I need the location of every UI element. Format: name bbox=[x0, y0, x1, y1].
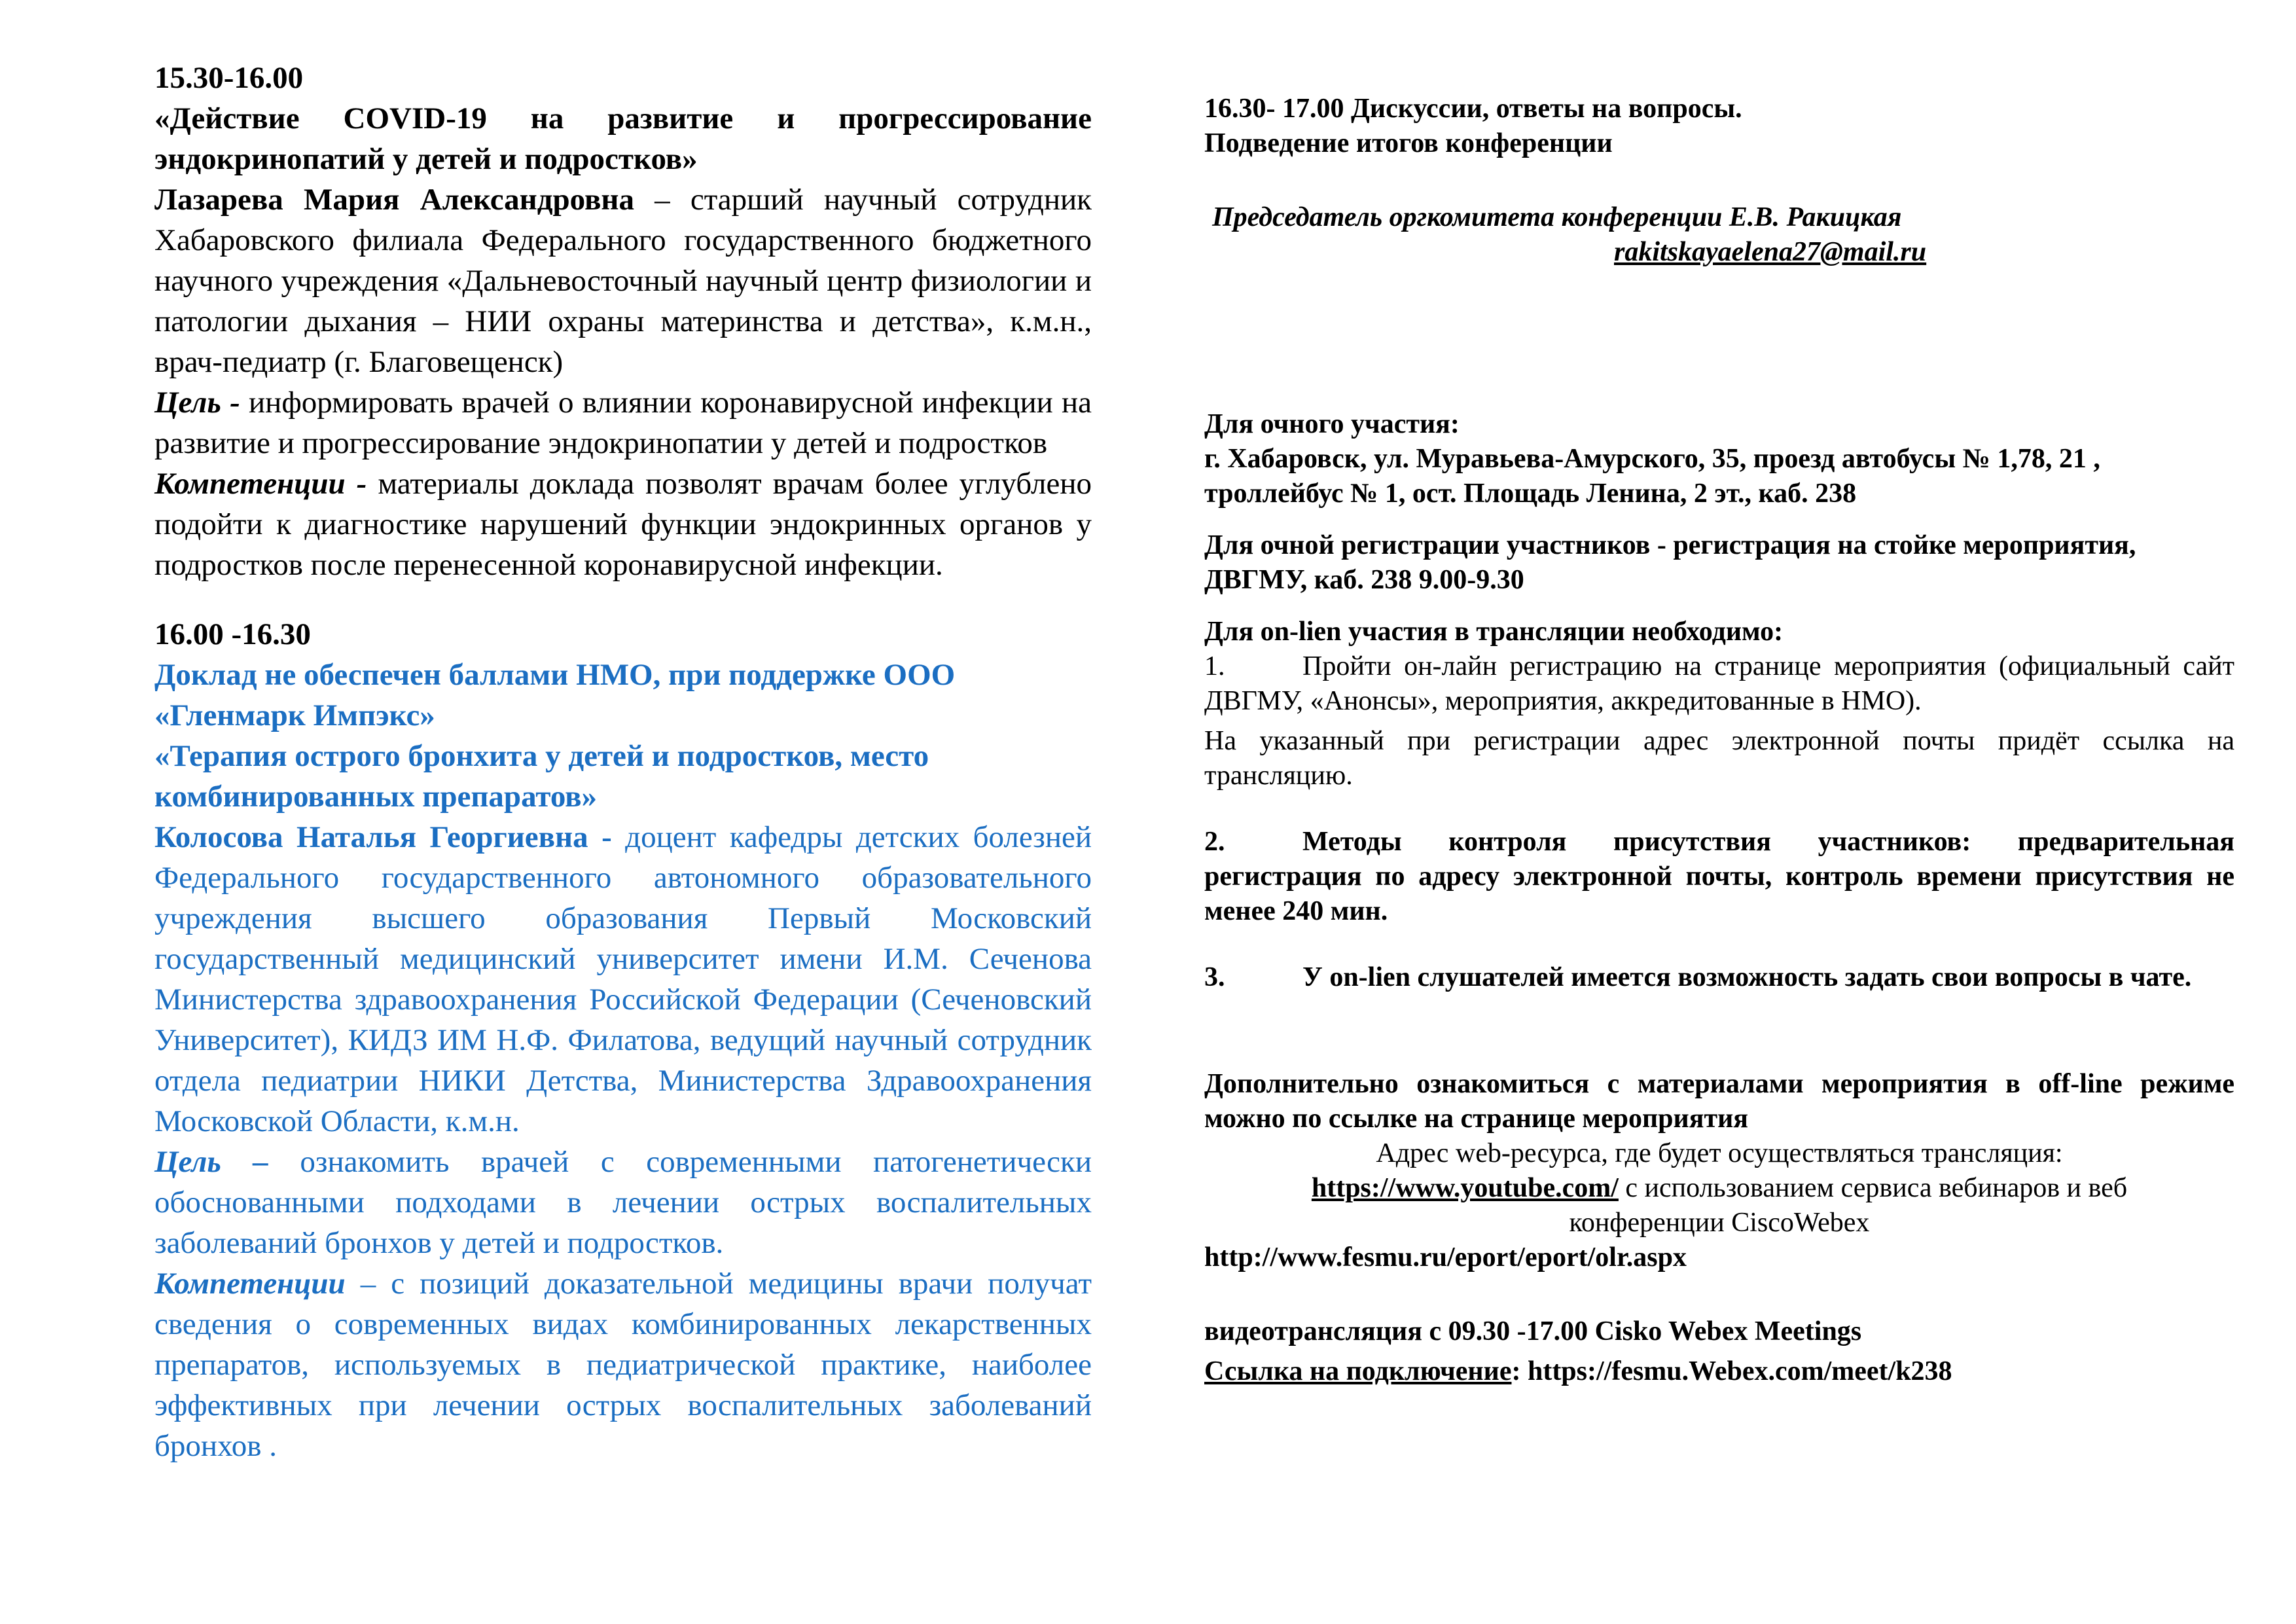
session-2-time: 16.00 -16.30 bbox=[154, 617, 311, 651]
session-1-competencies bbox=[154, 463, 1092, 585]
fesmu-link[interactable]: http://www.fesmu.ru/eport/eport/olr.aspx bbox=[1204, 1242, 1687, 1272]
inperson-label: Для очного участия: bbox=[1204, 409, 1460, 439]
online-item-3 bbox=[1204, 960, 2234, 995]
youtube-link[interactable]: https://www.youtube.com/ bbox=[1311, 1173, 1619, 1203]
chair-email-link[interactable]: rakitskayaelena27@mail.ru bbox=[1614, 237, 1927, 267]
online-item-1-note: На указанный при регистрации адрес электронной почты придёт ссылка на трансляцию. bbox=[1204, 726, 2234, 791]
video-broadcast: видеотрансляция с 09.30 -17.00 Cisko Webex Meetings bbox=[1204, 1316, 1862, 1346]
right-column bbox=[1204, 92, 2234, 1389]
connect-line bbox=[1204, 1354, 2234, 1389]
session-1-comp-label: Компетенции - bbox=[154, 467, 367, 501]
session-2-goal-text: ознакомить врачей с современными патогенетически обоснованными подходами в лечении острых воспалительных заболеваний бронхов у детей и подростков. bbox=[154, 1145, 1092, 1260]
session-1-comp-text: материалы доклада позволят врачам более углублено подойти к диагностике нарушений функции эндокринных органов у подростков после перенесенной коронавирусной инфекции. bbox=[154, 467, 1092, 582]
chair: Председатель оргкомитета конференции Е.В. Ракицкая bbox=[1212, 202, 1902, 232]
discussion-line-1: 16.30- 17.00 Дискуссии, ответы на вопросы. bbox=[1204, 94, 1742, 124]
item-2-number: 2. bbox=[1204, 827, 1225, 857]
session-2-goal bbox=[154, 1142, 1092, 1263]
youtube-line bbox=[1204, 1171, 2234, 1240]
offline-note: Дополнительно ознакомиться с материалами мероприятия в off-line режиме можно по ссылке на странице мероприятия bbox=[1204, 1069, 2234, 1134]
session-2-comp-text: – с позиций доказательной медицины врачи получат сведения о современных видах комбинированных лекарственных препаратов, используемых в педиатрической практике, наиболее эффективных при лечении острых воспалительных заболеваний бронхов . bbox=[154, 1267, 1092, 1463]
connect-colon: : bbox=[1511, 1356, 1528, 1386]
connect-label: Ссылка на подключение bbox=[1204, 1356, 1512, 1386]
item-2-text: Методы контроля присутствия участников: предварительная регистрация по адресу электронной почты, контроль времени присутствия не менее 240 мин. bbox=[1204, 827, 2234, 926]
web-resource-label: Адрес web-ресурса, где будет осуществляться трансляция: bbox=[1376, 1138, 2063, 1168]
session-1-speaker: Лазарева Мария Александровна bbox=[154, 183, 634, 217]
session-1-speaker-desc: – старший научный сотрудник Хабаровского филиала Федерального государственного бюджетного научного учреждения «Дальневосточный научный центр физиологии и патологии дыхания – НИИ охраны материнства и детства», к.м.н., врач-педиатр (г. Благовещенск) bbox=[154, 183, 1092, 379]
session-1-time: 15.30-16.00 bbox=[154, 61, 304, 95]
session-2-speaker: Колосова Наталья Георгиевна - bbox=[154, 820, 612, 854]
session-1-speaker-block bbox=[154, 179, 1092, 382]
item-1-number: 1. bbox=[1204, 651, 1225, 681]
session-1-title: «Действие COVID-19 на развитие и прогрессирование эндокринопатий у детей и подростков» bbox=[154, 101, 1092, 176]
session-1-goal-text: информировать врачей о влиянии коронавирусной инфекции на развитие и прогрессирование эндокринопатии у детей и подростков bbox=[154, 386, 1092, 460]
item-3-text: У on-lien слушателей имеется возможность задать свои вопросы в чате. bbox=[1302, 962, 2192, 992]
session-1 bbox=[154, 58, 1092, 585]
session-2-sponsor-note: Доклад не обеспечен баллами НМО, при поддержке ООО «Гленмарк Импэкс» bbox=[154, 658, 956, 732]
session-2-comp-label: Компетенции bbox=[154, 1267, 346, 1301]
session-2-competencies bbox=[154, 1263, 1092, 1466]
online-item-1 bbox=[1204, 649, 2234, 719]
session-2-goal-label: Цель – bbox=[154, 1145, 268, 1179]
item-3-number: 3. bbox=[1204, 962, 1225, 992]
online-label: Для on-lien участия в трансляции необходимо: bbox=[1204, 617, 1784, 647]
discussion-line-2: Подведение итогов конференции bbox=[1204, 128, 1613, 158]
left-column bbox=[154, 58, 1092, 1466]
inperson-address: г. Хабаровск, ул. Муравьева-Амурского, 35, проезд автобусы № 1,78, 21 , троллейбус № 1, ост. Площадь Ленина, 2 эт., каб. 238 bbox=[1204, 444, 2100, 509]
session-2-speaker-block bbox=[154, 817, 1092, 1142]
youtube-suffix: с использованием сервиса вебинаров и веб конференции CiscoWebex bbox=[1569, 1173, 2128, 1238]
session-2 bbox=[154, 614, 1092, 1466]
item-1-text: Пройти он-лайн регистрацию на странице мероприятия (официальный сайт ДВГМУ, «Анонсы», мероприятия, аккредитованные в НМО). bbox=[1204, 651, 2234, 716]
online-item-2 bbox=[1204, 825, 2234, 929]
session-2-speaker-desc: доцент кафедры детских болезней Федерального государственного автономного образовательного учреждения высшего образования Первый Московский государственный медицинский университет имени И.М. Сеченова Министерства здравоохранения Российской Федерации (Сеченовский Университет), КИДЗ ИМ Н.Ф. Филатова, ведущий научный сотрудник отдела педиатрии НИКИ Детства, Министерства Здравоохранения Московской Области, к.м.н. bbox=[154, 820, 1092, 1138]
session-1-goal bbox=[154, 382, 1092, 463]
connect-link[interactable]: https://fesmu.Webex.com/meet/k238 bbox=[1527, 1356, 1952, 1386]
session-1-goal-label: Цель - bbox=[154, 386, 240, 420]
session-2-title: «Терапия острого бронхита у детей и подростков, место комбинированных препаратов» bbox=[154, 739, 929, 814]
registration-info: Для очной регистрации участников - регистрация на стойке мероприятия, ДВГМУ, каб. 238 9.00-9.30 bbox=[1204, 530, 2136, 595]
